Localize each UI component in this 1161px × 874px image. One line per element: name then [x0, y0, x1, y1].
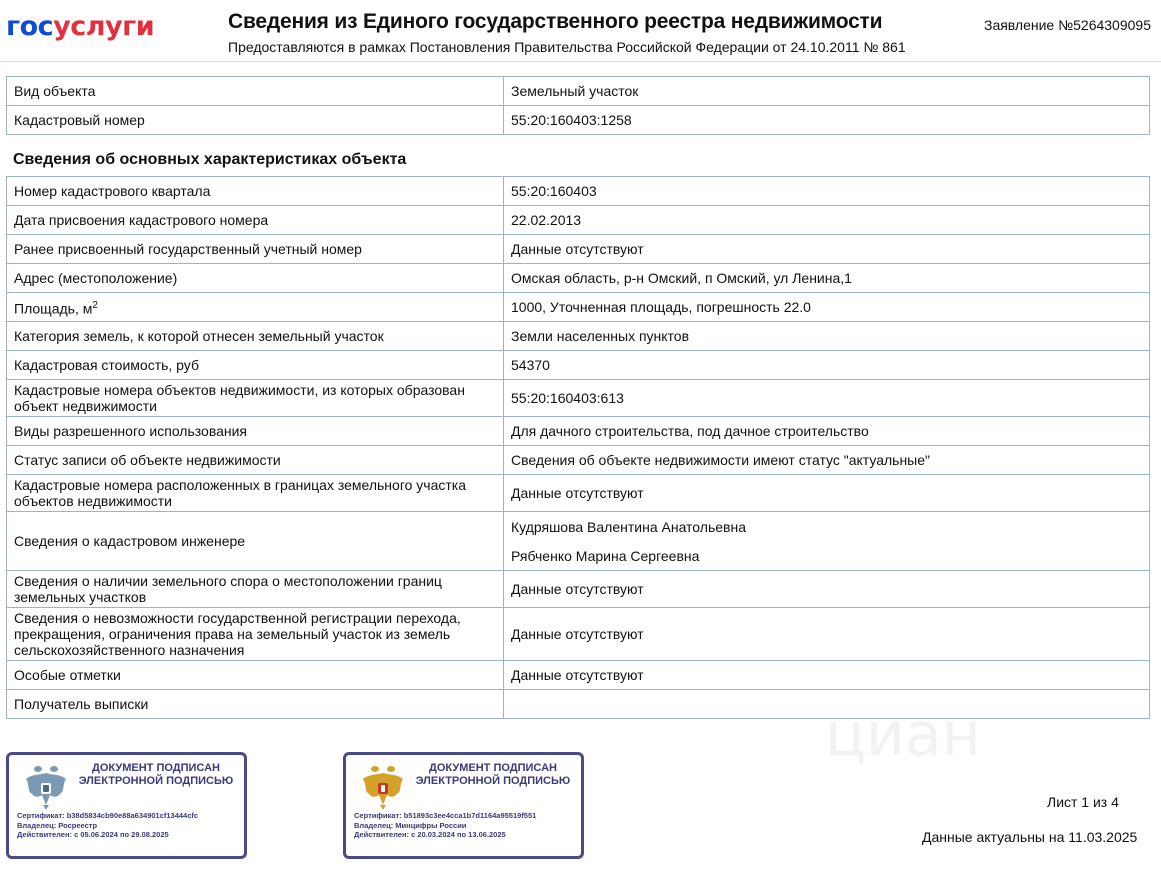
row-label: Сведения о наличии земельного спора о местоположении границ земельных участков — [7, 571, 504, 608]
row-value: Данные отсутствуют — [504, 608, 1150, 661]
row-value: Земельный участок — [504, 77, 1150, 106]
row-value: 1000, Уточненная площадь, погрешность 22.0 — [504, 293, 1150, 322]
object-table — [6, 76, 1150, 135]
row-value: 55:20:160403:1258 — [504, 106, 1150, 135]
logo-part-gos: гос — [6, 11, 54, 42]
row-value: Данные отсутствуют — [504, 661, 1150, 690]
header-divider — [0, 61, 1161, 62]
application-number: Заявление №5264309095 — [983, 17, 1151, 33]
row-label: Адрес (местоположение) — [7, 264, 504, 293]
cian-watermark: циан — [825, 700, 981, 770]
sheet-number: Лист 1 из 4 — [1047, 794, 1119, 810]
row-label: Категория земель, к которой отнесен земельный участок — [7, 322, 504, 351]
stamp-title: ДОКУМЕНТ ПОДПИСАН ЭЛЕКТРОННОЙ ПОДПИСЬЮ — [78, 762, 234, 787]
stamp-owner: Владелец: Минцифры России — [354, 820, 467, 830]
table-row — [7, 571, 1150, 608]
stamp-validity: Действителен: с 20.03.2024 по 13.06.2025 — [354, 830, 506, 839]
stamp-title: ДОКУМЕНТ ПОДПИСАН ЭЛЕКТРОННОЙ ПОДПИСЬЮ — [415, 762, 571, 787]
row-label: Получатель выписки — [7, 690, 504, 719]
gosuslugi-logo — [6, 12, 154, 42]
row-value: Омская область, р-н Омский, п Омский, ул Ленина,1 — [504, 264, 1150, 293]
row-value: Земли населенных пунктов — [504, 322, 1150, 351]
table-row — [7, 351, 1150, 380]
engineer-name: Кудряшова Валентина Анатольевна — [511, 518, 746, 535]
row-label: Сведения о невозможности государственной регистрации перехода, прекращения, ограничения права на земельный участок из земель сельскохозяйственного назначения — [7, 608, 504, 661]
row-label: Кадастровый номер — [7, 106, 504, 135]
row-label: Статус записи об объекте недвижимости — [7, 446, 504, 475]
stamp-info — [17, 811, 198, 840]
characteristics-table — [6, 176, 1150, 719]
row-value: Данные отсутствуют — [504, 475, 1150, 512]
table-row — [7, 380, 1150, 417]
table-row — [7, 475, 1150, 512]
table-row — [7, 106, 1150, 135]
data-actual-date: Данные актуальны на 11.03.2025 — [922, 829, 1138, 845]
row-label: Виды разрешенного использования — [7, 417, 504, 446]
area-label-text: Площадь, м — [14, 300, 93, 317]
table-row — [7, 661, 1150, 690]
row-value-multiline — [504, 512, 1150, 571]
table-row — [7, 608, 1150, 661]
table-row — [7, 77, 1150, 106]
table-row — [7, 322, 1150, 351]
row-value: 55:20:160403:613 — [504, 380, 1150, 417]
row-label: Вид объекта — [7, 77, 504, 106]
section-title: Сведения об основных характеристиках объекта — [13, 151, 407, 168]
row-label: Номер кадастрового квартала — [7, 177, 504, 206]
table-row — [7, 293, 1150, 322]
row-label: Сведения о кадастровом инженере — [7, 512, 504, 571]
row-value: Для дачного строительства, под дачное строительство — [504, 417, 1150, 446]
engineer-name: Рябченко Марина Сергеевна — [511, 547, 700, 564]
table-row — [7, 446, 1150, 475]
row-label: Кадастровая стоимость, руб — [7, 351, 504, 380]
row-value: 22.02.2013 — [504, 206, 1150, 235]
area-label-superscript: 2 — [92, 299, 98, 311]
table-row — [7, 512, 1150, 571]
row-value: Данные отсутствуют — [504, 235, 1150, 264]
eagle-emblem-icon — [360, 761, 406, 811]
row-value: Сведения об объекте недвижимости имеют статус "актуальные" — [504, 446, 1150, 475]
signature-stamp-rosreestr — [6, 752, 247, 859]
document-title: Сведения из Единого государственного реестра недвижимости — [228, 10, 883, 33]
row-value: Данные отсутствуют — [504, 571, 1150, 608]
eagle-emblem-icon — [23, 761, 69, 811]
document-subtitle: Предоставляются в рамках Постановления Правительства Российской Федерации от 24.10.2011 № 861 — [228, 39, 906, 55]
row-label: Кадастровые номера объектов недвижимости, из которых образован объект недвижимости — [7, 380, 504, 417]
table-row — [7, 417, 1150, 446]
row-label: Особые отметки — [7, 661, 504, 690]
stamp-info — [354, 811, 536, 840]
signature-stamp-mintsifry — [343, 752, 584, 859]
emblem-shield-core — [43, 785, 49, 792]
table-row — [7, 235, 1150, 264]
row-value: 55:20:160403 — [504, 177, 1150, 206]
emblem-shield-core — [381, 785, 385, 792]
table-row — [7, 264, 1150, 293]
row-label: Ранее присвоенный государственный учетный номер — [7, 235, 504, 264]
logo-part-uslugi: услуги — [53, 11, 155, 42]
stamp-certificate: Сертификат: b38d5834cb90e88a634901cf13444cfc — [17, 811, 199, 820]
stamp-certificate: Сертификат: b51893c3ee4cca1b7d1164a95519f551 — [354, 811, 537, 820]
table-row — [7, 177, 1150, 206]
row-label — [7, 293, 504, 322]
row-value: 54370 — [504, 351, 1150, 380]
table-row — [7, 206, 1150, 235]
row-label: Кадастровые номера расположенных в границах земельного участка объектов недвижимости — [7, 475, 504, 512]
row-label: Дата присвоения кадастрового номера — [7, 206, 504, 235]
stamp-validity: Действителен: с 05.06.2024 по 29.08.2025 — [17, 830, 169, 839]
stamp-owner: Владелец: Росреестр — [17, 820, 98, 830]
